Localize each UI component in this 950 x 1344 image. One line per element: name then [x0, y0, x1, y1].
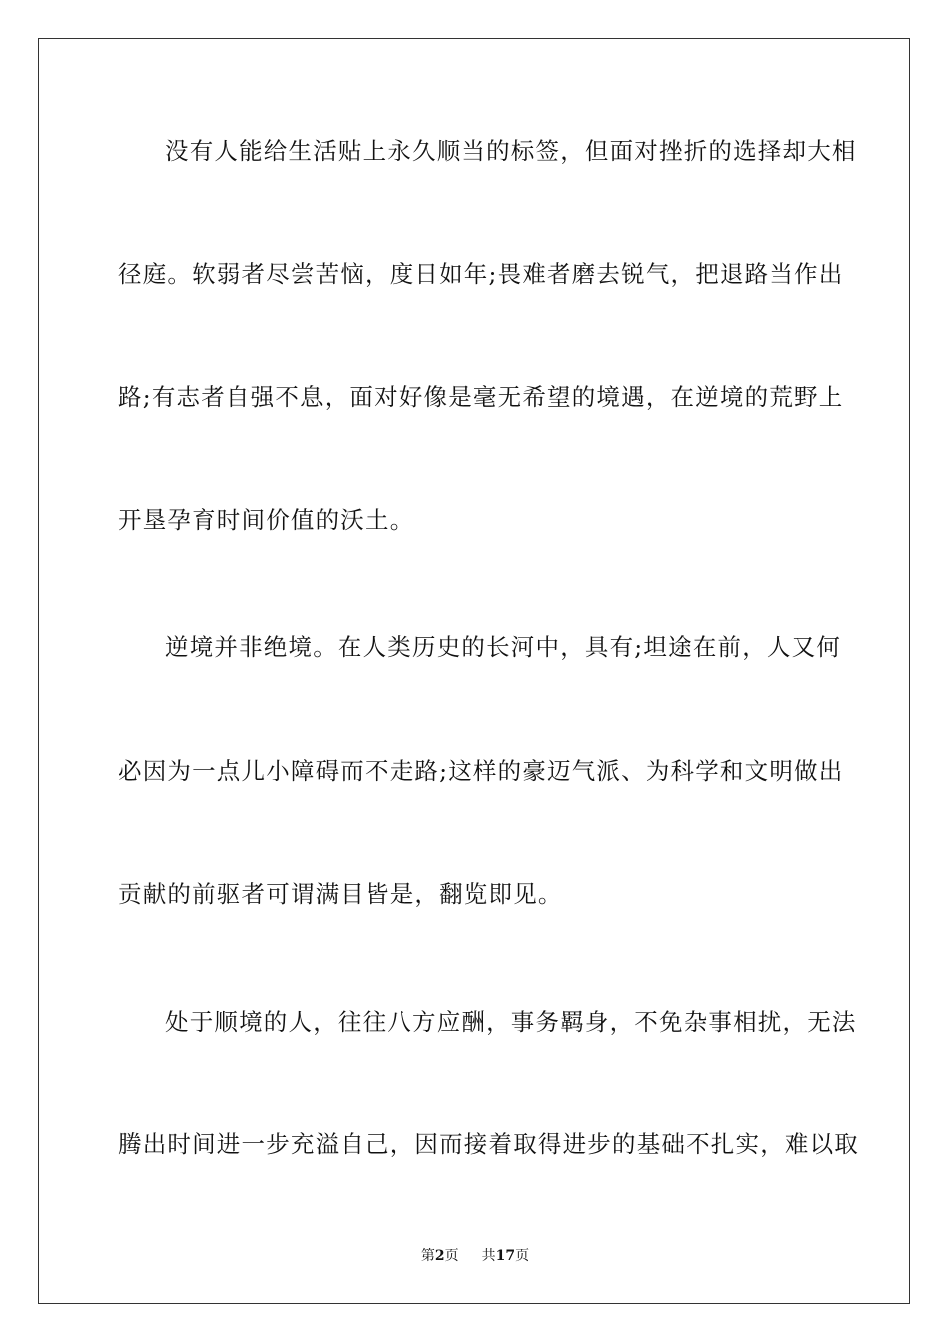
paragraph-1-line-2: 径庭。软弱者尽尝苦恼，度日如年;畏难者磨去锐气，把退路当作出: [118, 260, 844, 288]
paragraph-1-line-1: 没有人能给生活贴上永久顺当的标签，但面对挫折的选择却大相: [165, 137, 857, 165]
page-suffix: 页: [444, 1248, 459, 1264]
paragraph-3-line-2: 腾出时间进一步充溢自己，因而接着取得进步的基础不扎实，难以取: [118, 1130, 859, 1158]
paragraph-2-line-1: 逆境并非绝境。在人类历史的长河中，具有;坦途在前，人又何: [165, 633, 842, 661]
total-prefix: 共: [481, 1248, 496, 1264]
page-number: 2: [434, 1248, 445, 1264]
total-pages-label: [482, 1248, 529, 1264]
paragraph-2-line-3: 贡献的前驱者可谓满目皆是，翻览即见。: [118, 880, 563, 908]
paragraph-3-line-1: 处于顺境的人，往往八方应酬，事务羁身，不免杂事相扰，无法: [165, 1008, 857, 1036]
page-number-label: [421, 1248, 463, 1264]
page-footer: [0, 1247, 950, 1265]
page-border: [38, 38, 910, 1304]
total-pages: 17: [495, 1248, 516, 1264]
total-suffix: 页: [515, 1248, 530, 1264]
paragraph-1-line-4: 开垦孕育时间价值的沃土。: [118, 506, 415, 534]
paragraph-1-line-3: 路;有志者自强不息，面对好像是毫无希望的境遇，在逆境的荒野上: [118, 383, 844, 411]
page-prefix: 第: [420, 1248, 435, 1264]
paragraph-2-line-2: 必因为一点儿小障碍而不走路;这样的豪迈气派、为科学和文明做出: [118, 757, 844, 785]
